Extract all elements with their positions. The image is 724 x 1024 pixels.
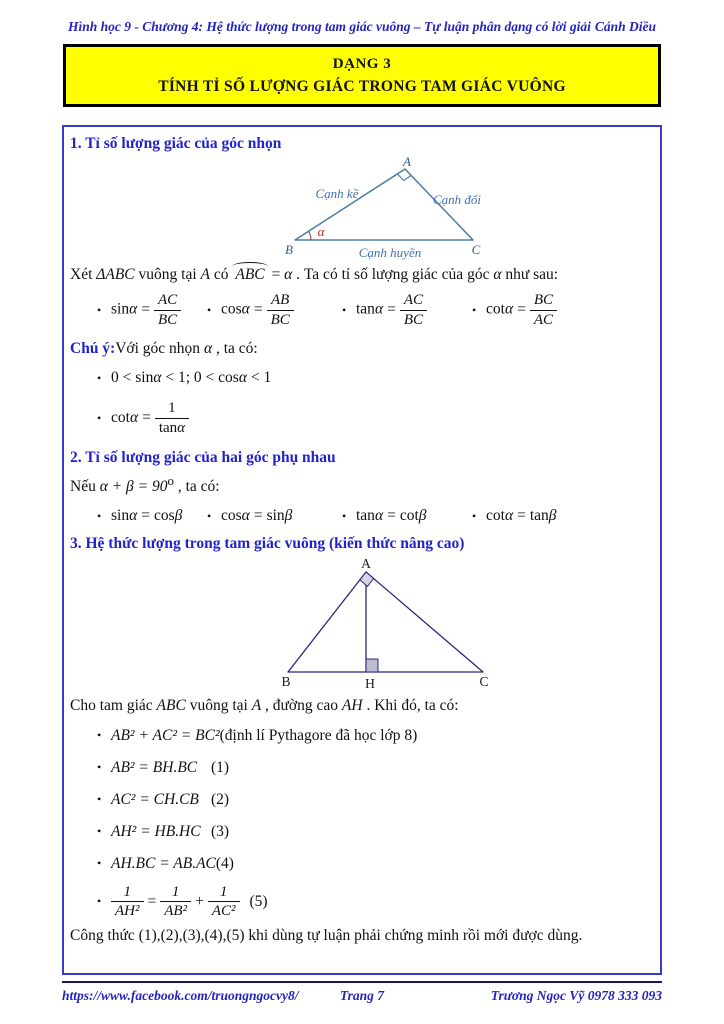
cofunction-identity-row <box>70 507 654 525</box>
vertex-label-c: C <box>479 674 489 690</box>
banner-line2: TÍNH TỈ SỐ LƯỢNG GIÁC TRONG TAM GIÁC VUÔNG <box>158 77 566 95</box>
identity-cot-tan: • cotα = tanβ <box>472 507 557 525</box>
vertex-label-b: B <box>285 242 293 257</box>
math-alpha-beta: α + β = 90 <box>99 478 168 496</box>
closing-remark: Công thức (1),(2),(3),(4),(5) khi dùng tự luận phải chứng minh rồi mới được dùng. <box>70 926 583 944</box>
right-angle-marker-a <box>398 174 412 181</box>
ratio-tan: • tanα = $\frac{AC}{BC}$ <box>342 292 472 327</box>
note-item-2: • cot α = $\frac{1}{\tan\alpha}$ <box>70 395 654 441</box>
formula-5: • $\frac{1}{\text{AH²}}$ = $\frac{1}{\text{AB²}}$ + $\frac{1}{\text{AC²}}$ (5) <box>97 884 268 920</box>
math-alpha: α <box>493 266 502 283</box>
triangle-svg-2 <box>278 559 493 691</box>
math-abc: ABC <box>156 697 186 715</box>
facebook-link[interactable]: https://www.facebook.com/truongngocvy8/ <box>62 988 299 1003</box>
intro-text: . Ta có tỉ số lượng giác của góc <box>292 266 494 283</box>
bullet-icon: • <box>472 509 477 524</box>
banner-line1: DẠNG 3 <box>332 55 392 72</box>
right-angle-marker-a <box>360 572 374 586</box>
bullet-icon: • <box>97 824 102 839</box>
bullet-icon: • <box>97 760 102 775</box>
triangle-diagram-ratios <box>275 156 520 260</box>
intro-text: Xét <box>70 266 97 283</box>
section3-intro: Cho tam giác ABC vuông tại A , đường cao AH . Khi đó, ta có: <box>70 697 459 715</box>
bullet-icon: • <box>207 509 212 524</box>
formula-tag: (2) <box>211 790 230 808</box>
trig-ratio-row <box>70 286 654 334</box>
triangle-svg-1 <box>275 156 520 260</box>
header-left-text: Hình học 9 - Chương 4: Hệ thức lượng trong tam giác vuông – Tự luận phân dạng có lời giải <box>68 19 591 34</box>
section1-title: 1. Tỉ số lượng giác của góc nhọn <box>70 135 282 152</box>
formula-tag: (1) <box>211 758 230 776</box>
topic-banner <box>63 44 661 107</box>
section2-intro: Nếu $\alpha + \beta = 90^o$ , ta có: <box>70 473 220 496</box>
math-triangle-abc: ΔABC <box>96 266 135 283</box>
bullet-icon: • <box>97 728 102 743</box>
bullet-icon: • <box>97 894 102 909</box>
page-footer <box>62 988 662 1004</box>
note-item-1: • 0 < sinα < 1; 0 < cosα < 1 <box>97 369 272 386</box>
author-contact: Trương Ngọc Vỹ 0978 333 093 <box>490 988 662 1003</box>
bullet-icon: • <box>472 302 477 317</box>
formula-4: • AH.BC = AB.AC (4) <box>97 854 234 872</box>
note-line: Chú ý:Với góc nhọn α , ta có: <box>70 340 258 357</box>
ratio-sin: • sinα = $\frac{AC}{BC}$ <box>97 292 207 327</box>
vertex-label-b: B <box>281 674 291 690</box>
header-right-text: Cánh Diều <box>594 19 656 34</box>
ratio-cos: • cosα = $\frac{AB}{BC}$ <box>207 292 342 327</box>
side-label-adjacent: Cạnh kề <box>315 186 359 201</box>
side-label-hypotenuse: Cạnh huyền <box>358 245 422 260</box>
triangle-diagram-altitude <box>278 559 493 691</box>
formula-tag: (3) <box>211 822 230 840</box>
degree-superscript: o <box>167 473 174 488</box>
right-angle-marker-h <box>366 659 378 672</box>
formula-tag: (5) <box>249 892 268 910</box>
angle-alpha-label: α <box>317 224 325 239</box>
math-alpha: α <box>203 340 213 357</box>
angle-arc-b <box>308 231 311 240</box>
math-alpha: α <box>284 266 293 283</box>
formula-1: • AB² = BH.BC (1) <box>97 758 230 776</box>
vertex-label-h: H <box>365 676 375 692</box>
section3-title: 3. Hệ thức lượng trong tam giác vuông (kiến thức nâng cao) <box>70 535 465 553</box>
formula-note: (định lí Pythagore đã học lớp 8) <box>219 726 418 744</box>
formula-2: • AC² = CH.CB (2) <box>97 790 230 808</box>
bullet-icon: • <box>97 410 102 425</box>
math-a: A <box>251 697 262 715</box>
footer-divider <box>62 981 662 983</box>
bullet-icon: • <box>97 371 102 385</box>
page-number: Trang 7 <box>339 988 385 1003</box>
vertex-label-c: C <box>471 242 481 257</box>
side-label-opposite: Cạnh đối <box>432 192 482 207</box>
intro-text: như sau: <box>501 266 559 283</box>
note-label: Chú ý: <box>70 340 116 357</box>
identity-cos-sin: • cosα = sinβ <box>207 507 293 525</box>
formula-3: • AH² = HB.HC (3) <box>97 822 230 840</box>
section1-intro <box>70 266 654 284</box>
formula-tag: (4) <box>215 854 234 872</box>
math-ah: AH <box>341 697 363 715</box>
intro-text: có <box>209 266 233 283</box>
bullet-icon: • <box>97 792 102 807</box>
bullet-icon: • <box>207 302 212 317</box>
bullet-icon: • <box>97 856 102 871</box>
bullet-icon: • <box>342 509 347 524</box>
math-angle-abc-hat: ABC <box>232 266 267 284</box>
identity-tan-cot: • tanα = cotβ <box>342 507 427 525</box>
section2-title: 2. Tỉ số lượng giác của hai góc phụ nhau <box>70 449 336 466</box>
intro-text: = <box>267 266 285 283</box>
triangle-outline <box>288 572 483 672</box>
identity-sin-cos: • sinα = cosβ <box>97 507 183 525</box>
vertex-label-a: A <box>403 156 411 169</box>
bullet-icon: • <box>97 509 102 524</box>
theory-box <box>62 125 662 975</box>
math-vertex-a: A <box>200 266 210 283</box>
bullet-icon: • <box>97 302 102 317</box>
vertex-label-a: A <box>361 559 371 572</box>
page-header <box>68 19 656 35</box>
bullet-icon: • <box>342 302 347 317</box>
formula-pythagore: • AB² + AC² = BC² (định lí Pythagore đã học lớp 8) <box>97 726 418 744</box>
intro-text: vuông tại <box>134 266 201 283</box>
ratio-cot: • cotα = $\frac{BC}{AC}$ <box>472 292 557 327</box>
